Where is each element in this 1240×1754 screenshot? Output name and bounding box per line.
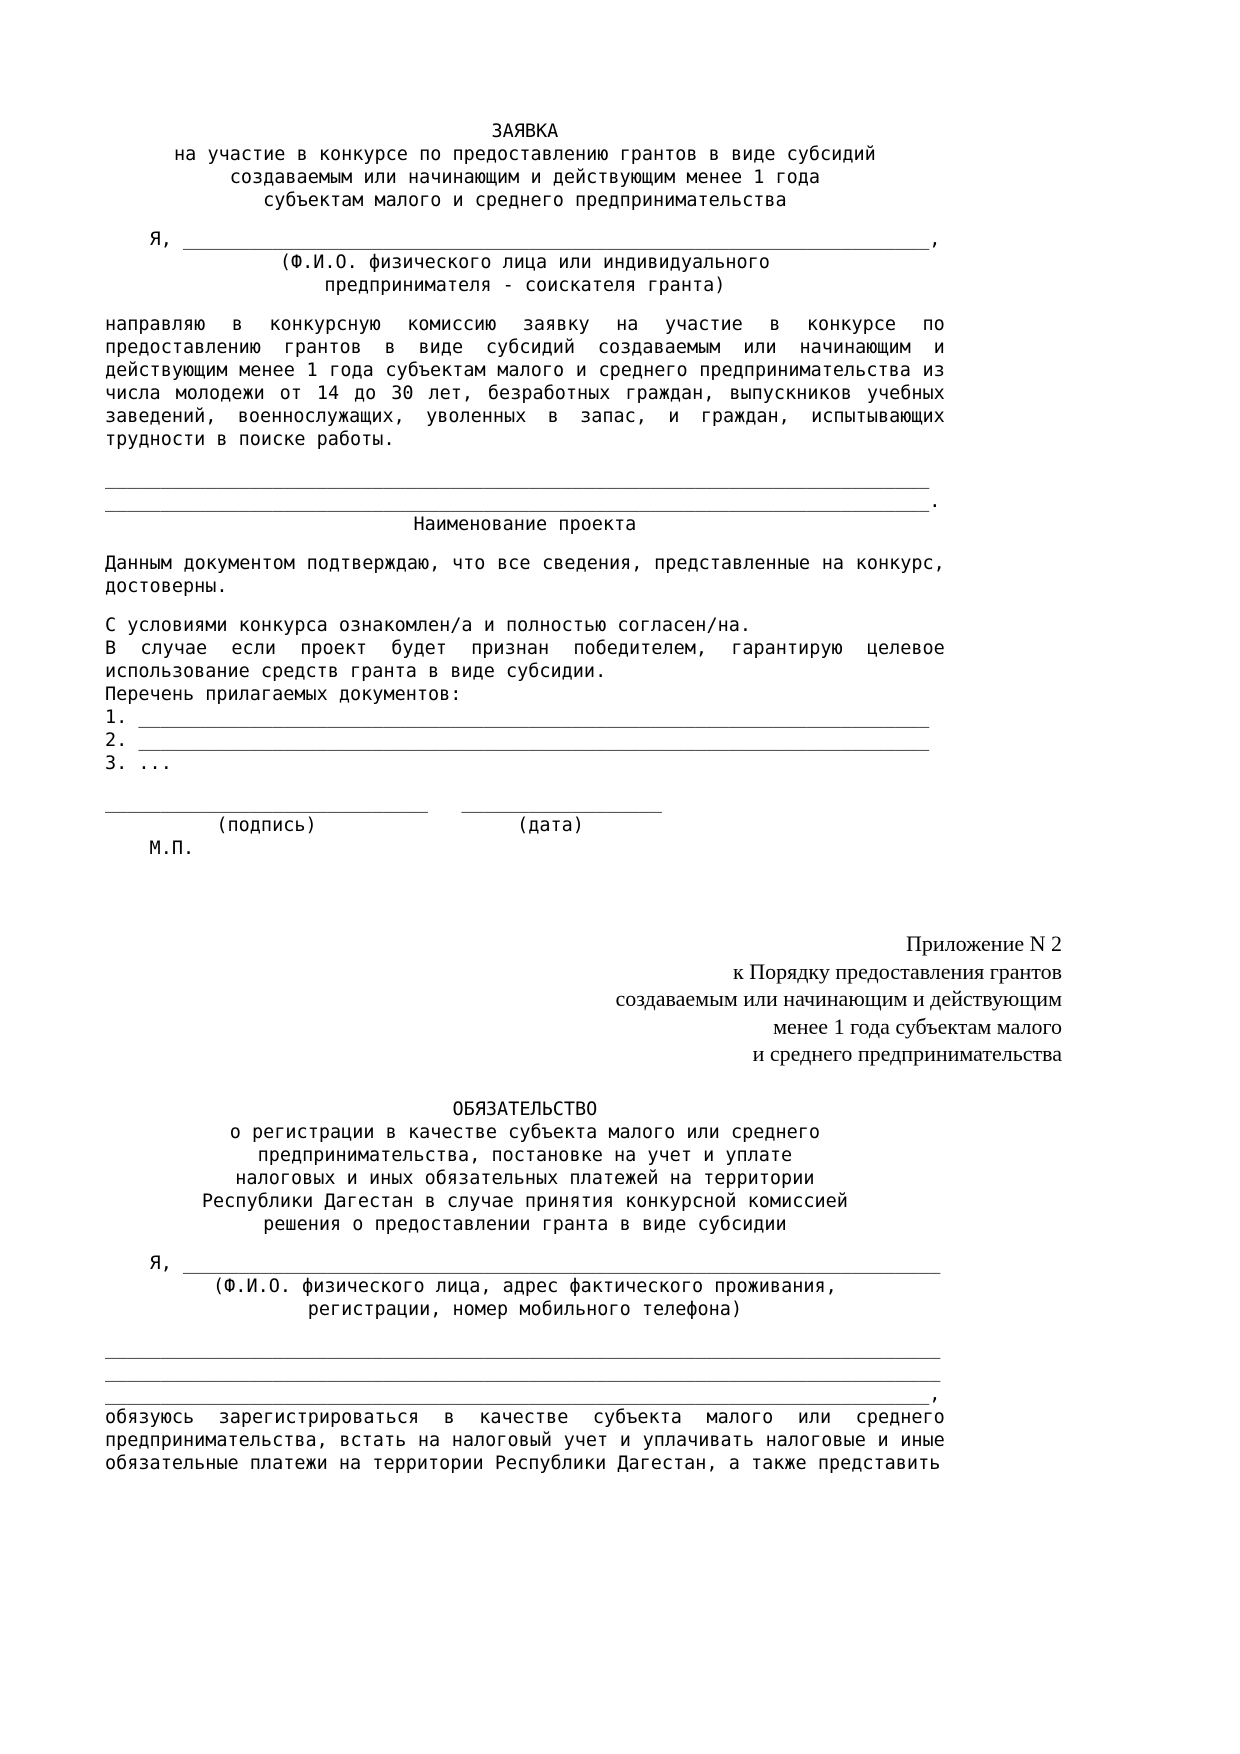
obligation-subtitle-line: о регистрации в качестве субъекта малого или среднего <box>229 1121 821 1143</box>
signature-date-caption: (подпись) (дата) <box>105 815 584 836</box>
application-section <box>105 0 945 860</box>
application-subtitle-line: создаваемым или начинающим и действующим менее 1 года <box>229 167 821 188</box>
document-item-fill-line: 2. _______________________________________________________________________ <box>105 730 930 751</box>
annex-reference-line: и среднего предпринимательства <box>752 1041 1062 1066</box>
applicant-name-fill-line: Я, ___________________________________________________________________, <box>105 229 941 250</box>
annex-reference-line: менее 1 года субъектам малого <box>773 1013 1062 1039</box>
obligor-details-fill-line: ___________________________________________________________________________ <box>105 1337 941 1359</box>
spacer <box>105 297 945 313</box>
obligation-title: ОБЯЗАТЕЛЬСТВО <box>452 1098 598 1120</box>
project-name-fill-line: __________________________________________________________________________ <box>105 468 930 489</box>
annex-reference-line: Приложение N 2 <box>906 931 1062 956</box>
guarantee-paragraph: В случае если проект будет признан победителем, гарантирую целевое использование средств гранта в виде субсидии. <box>105 638 945 682</box>
obligation-subtitle-line: предпринимательства, постановке на учет и уплате <box>257 1144 793 1166</box>
obligation-body-paragraph: обязуюсь зарегистрироваться в качестве субъекта малого или среднего предпринимательства, встать на налоговый учет и уплачивать налоговые и иные обязательные платежи на территории Республики Дагестан, а также представить <box>105 1406 945 1474</box>
documents-list-label: Перечень прилагаемых документов: <box>105 684 462 705</box>
document-item-fill-line: 3. ... <box>105 753 172 774</box>
spacer <box>105 1236 945 1252</box>
stamp-placeholder: М.П. <box>105 838 195 859</box>
document-item-fill-line: 1. _______________________________________________________________________ <box>105 707 930 728</box>
spacer <box>105 536 945 552</box>
obligor-caption-line: (Ф.И.О. физического лица, адрес фактического проживания, <box>213 1275 837 1297</box>
spacer <box>105 598 945 614</box>
confirmation-paragraph: Данным документом подтверждаю, что все сведения, представленные на конкурс, достоверны. <box>105 553 945 597</box>
spacer <box>105 212 945 228</box>
annex-reference-line: создаваемым или начинающим и действующим <box>615 986 1062 1011</box>
project-name-caption: Наименование проекта <box>413 514 637 535</box>
application-title: ЗАЯВКА <box>491 121 559 142</box>
annex-reference-line: к Порядку предоставления грантов <box>733 958 1062 984</box>
spacer <box>105 775 945 791</box>
annex-reference-block <box>0 930 1062 1068</box>
obligation-subtitle-line: решения о предоставлении гранта в виде субсидии <box>263 1213 787 1235</box>
project-name-fill-line: __________________________________________________________________________. <box>105 491 941 512</box>
obligor-details-fill-line: __________________________________________________________________________, <box>105 1383 941 1405</box>
obligor-details-fill-line: ___________________________________________________________________________ <box>105 1360 941 1382</box>
applicant-caption-line: предпринимателя - соискателя гранта) <box>324 275 726 296</box>
obligor-caption-line: регистрации, номер мобильного телефона) <box>307 1298 743 1320</box>
obligation-subtitle-line: налоговых и иных обязательных платежей на территории <box>235 1167 815 1189</box>
terms-agreement-line: С условиями конкурса ознакомлен/а и полностью согласен/на. <box>105 615 752 636</box>
signature-date-fill-line: _____________________________ __________________ <box>105 792 662 813</box>
application-subtitle-line: на участие в конкурсе по предоставлению грантов в виде субсидий <box>174 144 876 165</box>
spacer <box>105 1321 945 1337</box>
spacer <box>105 451 945 467</box>
application-body-paragraph: направляю в конкурсную комиссию заявку на участие в конкурсе по предоставлению грантов в виде субсидий создаваемым или начинающим и действующим менее 1 года субъектам малого и среднего предпринимательства из числа молодежи от 14 до 30 лет, безработных граждан, выпускников учебных заведений, военнослужащих, уволенных в запас, и граждан, испытывающих трудности в поиске работы. <box>105 314 945 450</box>
obligor-name-fill-line: Я, ____________________________________________________________________ <box>105 1252 941 1274</box>
obligation-section <box>105 1098 945 1475</box>
application-subtitle-line: субъектам малого и среднего предпринимательства <box>263 190 787 211</box>
obligation-subtitle-line: Республики Дагестан в случае принятия конкурсной комиссией <box>201 1190 848 1212</box>
applicant-caption-line: (Ф.И.О. физического лица или индивидуального <box>279 252 770 273</box>
